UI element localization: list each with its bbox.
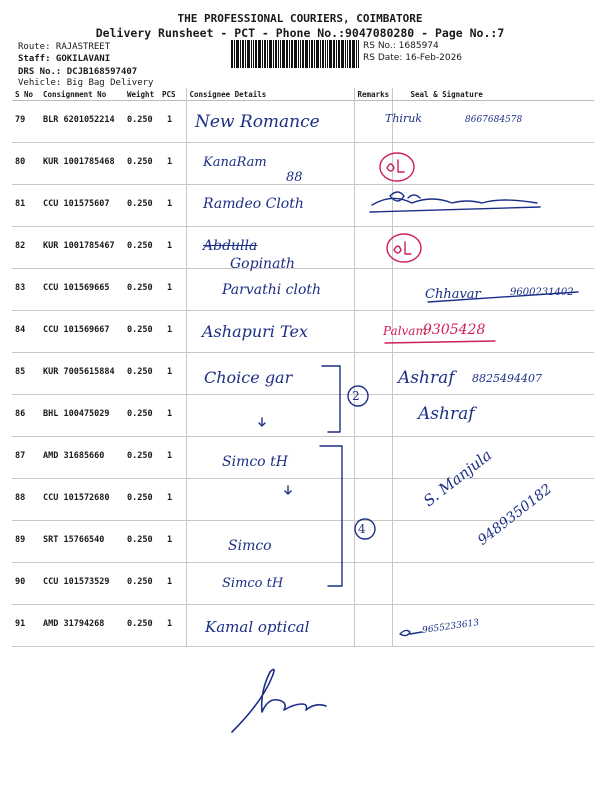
handwritten-consignee: Kamal optical: [205, 618, 310, 636]
handwritten-phone: 9655233613: [421, 618, 480, 636]
handwritten-consignee: Choice gar: [204, 368, 293, 387]
signature-scribble: [400, 630, 422, 635]
col-remarks: Remarks: [354, 88, 392, 101]
group-bracket: [322, 366, 368, 432]
cell-weight: 0.250: [124, 521, 159, 563]
handwritten-phone: 8825494407: [472, 372, 542, 385]
signature-underline: [385, 341, 495, 343]
cell-sno: 84: [12, 311, 40, 353]
handwritten-consignee: Ramdeo Cloth: [203, 196, 304, 212]
cell-consignment: CCU 101572680: [40, 479, 124, 521]
drs-number: DRS No.: DCJB168597407: [18, 67, 138, 77]
rs-number: RS No.: 1685974: [363, 41, 439, 51]
ditto-mark: [285, 486, 291, 494]
handwritten-consignee: Simco tH: [222, 454, 288, 470]
handwritten-signature: Chhavar: [425, 287, 481, 302]
cell-sno: 89: [12, 521, 40, 563]
col-weight: Weight: [124, 88, 159, 101]
handwritten-phone: 9600231402: [510, 287, 574, 298]
handwritten-signature: Thiruk: [385, 112, 422, 125]
col-pcs: PCS: [159, 88, 186, 101]
cell-consignment: CCU 101575607: [40, 185, 124, 227]
cell-pcs: 1: [159, 227, 186, 269]
cell-weight: 0.250: [124, 353, 159, 395]
cell-sno: 79: [12, 101, 40, 143]
col-sign: Seal & Signature: [392, 88, 594, 101]
cell-weight: 0.250: [124, 143, 159, 185]
group-bracket: [320, 446, 375, 586]
vehicle-label: Vehicle: Big Bag Delivery: [18, 78, 154, 88]
handwritten-consignee: Ashapuri Tex: [202, 322, 308, 341]
cell-consignment: CCU 101573529: [40, 563, 124, 605]
scribbled-signature: [370, 192, 540, 212]
col-sno: S No: [12, 88, 40, 101]
cell-sno: 88: [12, 479, 40, 521]
cell-sno: 91: [12, 605, 40, 647]
cell-sno: 85: [12, 353, 40, 395]
handwritten-signature: S. Manjula: [420, 445, 496, 511]
cell-weight: 0.250: [124, 311, 159, 353]
cell-weight: 0.250: [124, 437, 159, 479]
handwritten-consignee: New Romance: [195, 112, 320, 132]
cell-pcs: 1: [159, 269, 186, 311]
cell-weight: 0.250: [124, 605, 159, 647]
cell-weight: 0.250: [124, 563, 159, 605]
route-label: Route: RAJASTREET: [18, 42, 111, 52]
cell-consignment: AMD 31685660: [40, 437, 124, 479]
cell-consignment: BHL 100475029: [40, 395, 124, 437]
cell-weight: 0.250: [124, 479, 159, 521]
cell-weight: 0.250: [124, 269, 159, 311]
red-dl-circle: [380, 153, 414, 181]
handwritten-note: 88: [286, 170, 303, 185]
red-dl-circle: [387, 234, 421, 262]
cell-pcs: 1: [159, 101, 186, 143]
cell-sno: 80: [12, 143, 40, 185]
cell-pcs: 1: [159, 143, 186, 185]
company-name: THE PROFESSIONAL COURIERS, COIMBATORE: [177, 12, 423, 25]
handwritten-consignee: Simco tH: [222, 576, 284, 591]
cell-sno: 81: [12, 185, 40, 227]
cell-weight: 0.250: [124, 395, 159, 437]
cell-pcs: 1: [159, 185, 186, 227]
cell-sno: 82: [12, 227, 40, 269]
cell-sno: 83: [12, 269, 40, 311]
group-number: 2: [352, 389, 360, 403]
cell-weight: 0.250: [124, 185, 159, 227]
cell-sno: 86: [12, 395, 40, 437]
cell-pcs: 1: [159, 437, 186, 479]
handwritten-consignee: KanaRam: [203, 155, 267, 170]
cell-consignment: KUR 7005615884: [40, 353, 124, 395]
cell-sno: 87: [12, 437, 40, 479]
cell-consignment: SRT 15766540: [40, 521, 124, 563]
handwritten-phone: 9489350182: [475, 481, 556, 549]
handwritten-consignee: Gopinath: [230, 256, 296, 272]
bottom-signature: [232, 669, 326, 732]
signature-underline: [428, 292, 578, 302]
runsheet-title: Delivery Runsheet - PCT - Phone No.:9047080280 - Page No.:7: [95, 26, 505, 40]
cell-consignment: KUR 1001785467: [40, 227, 124, 269]
col-consignment: Consignment No: [40, 88, 124, 101]
cell-sno: 90: [12, 563, 40, 605]
handwritten-signature: Ashraf: [418, 404, 475, 424]
cell-pcs: 1: [159, 605, 186, 647]
cell-pcs: 1: [159, 563, 186, 605]
cell-weight: 0.250: [124, 101, 159, 143]
cell-pcs: 1: [159, 479, 186, 521]
cell-consignment: CCU 101569667: [40, 311, 124, 353]
col-details: Consignee Details: [186, 88, 354, 101]
handwritten-signature: Palvam: [383, 324, 427, 338]
handwritten-consignee: Simco: [228, 538, 272, 554]
cell-consignment: KUR 1001785468: [40, 143, 124, 185]
staff-label: Staff: GOKILAVANI: [18, 54, 111, 64]
cell-consignment: CCU 101569665: [40, 269, 124, 311]
handwritten-consignee-struck: Abdulla: [203, 238, 258, 254]
ditto-mark: [259, 418, 265, 426]
group-number: 4: [358, 522, 366, 536]
cell-pcs: 1: [159, 353, 186, 395]
cell-pcs: 1: [159, 311, 186, 353]
cell-pcs: 1: [159, 521, 186, 563]
handwritten-signature: Ashraf: [398, 368, 455, 388]
cell-consignment: BLR 6201052214: [40, 101, 124, 143]
handwritten-phone: 9305428: [423, 322, 486, 338]
cell-consignment: AMD 31794268: [40, 605, 124, 647]
rs-date: RS Date: 16-Feb-2026: [363, 53, 463, 63]
handwritten-phone: 8667684578: [465, 115, 523, 125]
cell-weight: 0.250: [124, 227, 159, 269]
cell-pcs: 1: [159, 395, 186, 437]
handwritten-consignee: Parvathi cloth: [222, 282, 322, 298]
